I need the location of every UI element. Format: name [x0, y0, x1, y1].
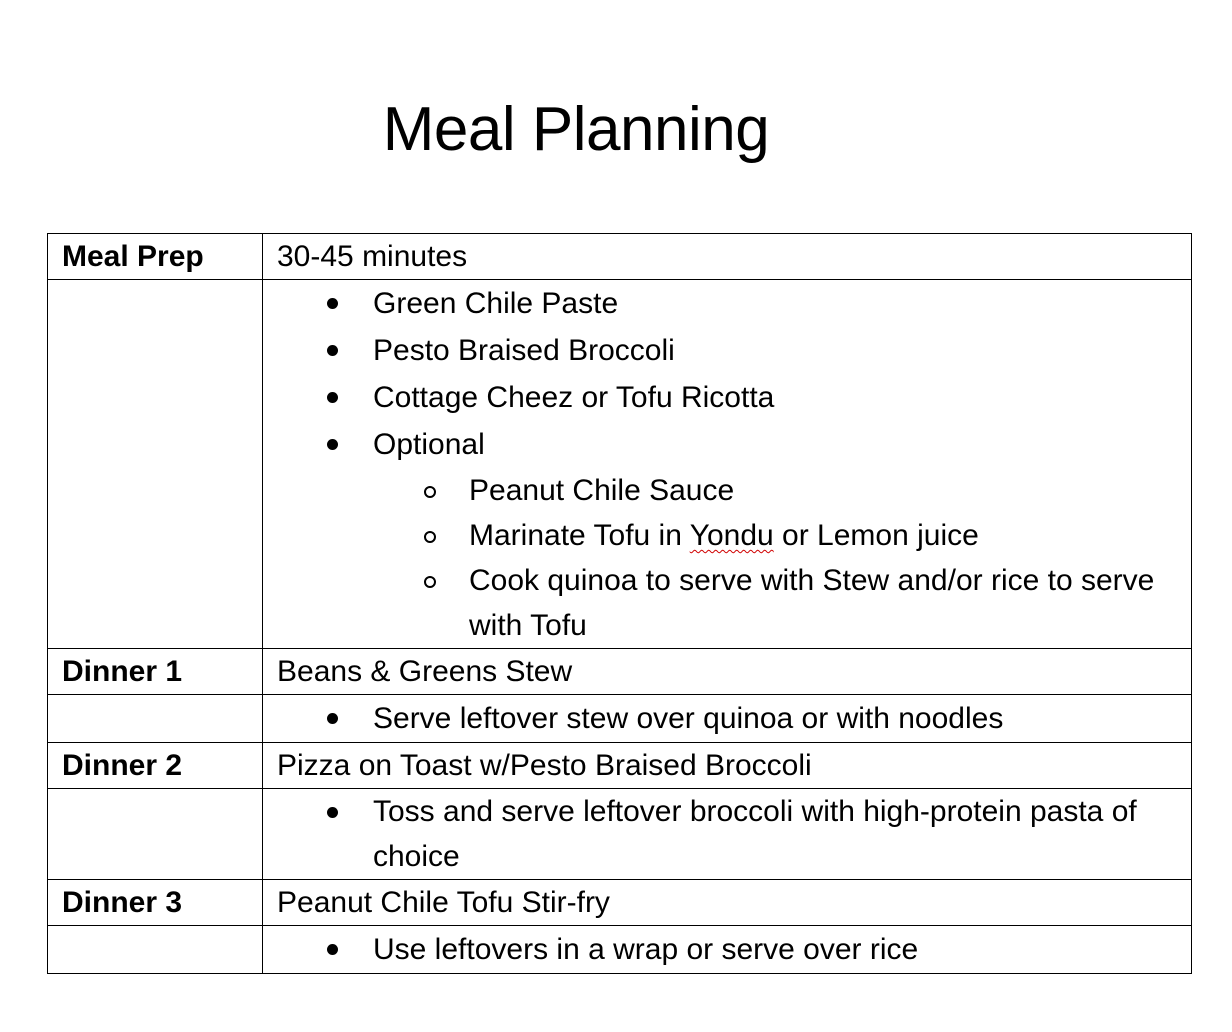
sub-list-item [277, 513, 1191, 558]
bullet-icon [327, 298, 338, 309]
list-item [277, 695, 1191, 742]
meal-plan-table [47, 233, 1192, 974]
hollow-bullet-icon [424, 486, 436, 498]
bullet-icon [327, 944, 338, 955]
page-title: Meal Planning [382, 95, 770, 164]
empty-cell [48, 926, 263, 974]
bullet-icon [327, 713, 338, 724]
bullet-icon [327, 392, 338, 403]
list-item-text: Toss and serve leftover broccoli with high-protein pasta of choice [373, 795, 1137, 873]
table-row-dinner-1 [48, 649, 1192, 695]
table-row-meal-prep [48, 234, 1192, 280]
list-item-text: Green Chile Paste [373, 287, 619, 320]
spellcheck-flagged-word[interactable]: Yondu [689, 519, 774, 552]
dinner-3-note-cell [263, 926, 1192, 974]
table-row-dinner-2-note [48, 789, 1192, 880]
list-item [277, 280, 1191, 327]
meal-prep-list [277, 280, 1191, 468]
sub-list-item-text: Cook quinoa to serve with Stew and/or rice to serve with Tofu [469, 564, 1155, 642]
bullet-icon [327, 807, 338, 818]
hollow-bullet-icon [424, 576, 436, 588]
list-item-text: Pesto Braised Broccoli [373, 334, 675, 367]
optional-sublist [277, 468, 1191, 648]
table-row-dinner-3 [48, 880, 1192, 926]
empty-cell [48, 280, 263, 649]
list-item [277, 421, 1191, 468]
list-item [277, 327, 1191, 374]
list-item [277, 789, 1191, 879]
dinner-3-label: Dinner 3 [48, 880, 263, 926]
table-row-dinner-1-note [48, 695, 1192, 743]
list-item [277, 374, 1191, 421]
sub-list-item [277, 468, 1191, 513]
meal-prep-label: Meal Prep [48, 234, 263, 280]
hollow-bullet-icon [424, 531, 436, 543]
meal-prep-time: 30-45 minutes [263, 234, 1192, 280]
dinner-1-meal: Beans & Greens Stew [263, 649, 1192, 695]
dinner-3-meal: Peanut Chile Tofu Stir-fry [263, 880, 1192, 926]
dinner-2-notes [277, 789, 1191, 879]
table-row-dinner-3-note [48, 926, 1192, 974]
dinner-3-notes [277, 926, 1191, 973]
dinner-1-note-cell [263, 695, 1192, 743]
table-row-dinner-2 [48, 743, 1192, 789]
dinner-2-meal: Pizza on Toast w/Pesto Braised Broccoli [263, 743, 1192, 789]
sub-list-item-text: Peanut Chile Sauce [469, 474, 735, 507]
sub-list-item-text-pre: Marinate Tofu in [469, 519, 690, 552]
list-item-text: Serve leftover stew over quinoa or with noodles [373, 702, 1004, 735]
dinner-1-label: Dinner 1 [48, 649, 263, 695]
dinner-2-note-cell [263, 789, 1192, 880]
dinner-1-notes [277, 695, 1191, 742]
dinner-2-label: Dinner 2 [48, 743, 263, 789]
empty-cell [48, 789, 263, 880]
bullet-icon [327, 345, 338, 356]
bullet-icon [327, 439, 338, 450]
list-item [277, 926, 1191, 973]
list-item-text: Cottage Cheez or Tofu Ricotta [373, 381, 775, 414]
list-item-text: Use leftovers in a wrap or serve over rice [373, 933, 919, 966]
sub-list-item-text-post: or Lemon juice [773, 519, 979, 552]
empty-cell [48, 695, 263, 743]
table-row-meal-prep-items [48, 280, 1192, 649]
sub-list-item [277, 558, 1191, 648]
list-item-text: Optional [373, 428, 485, 461]
meal-prep-items-cell [263, 280, 1192, 649]
